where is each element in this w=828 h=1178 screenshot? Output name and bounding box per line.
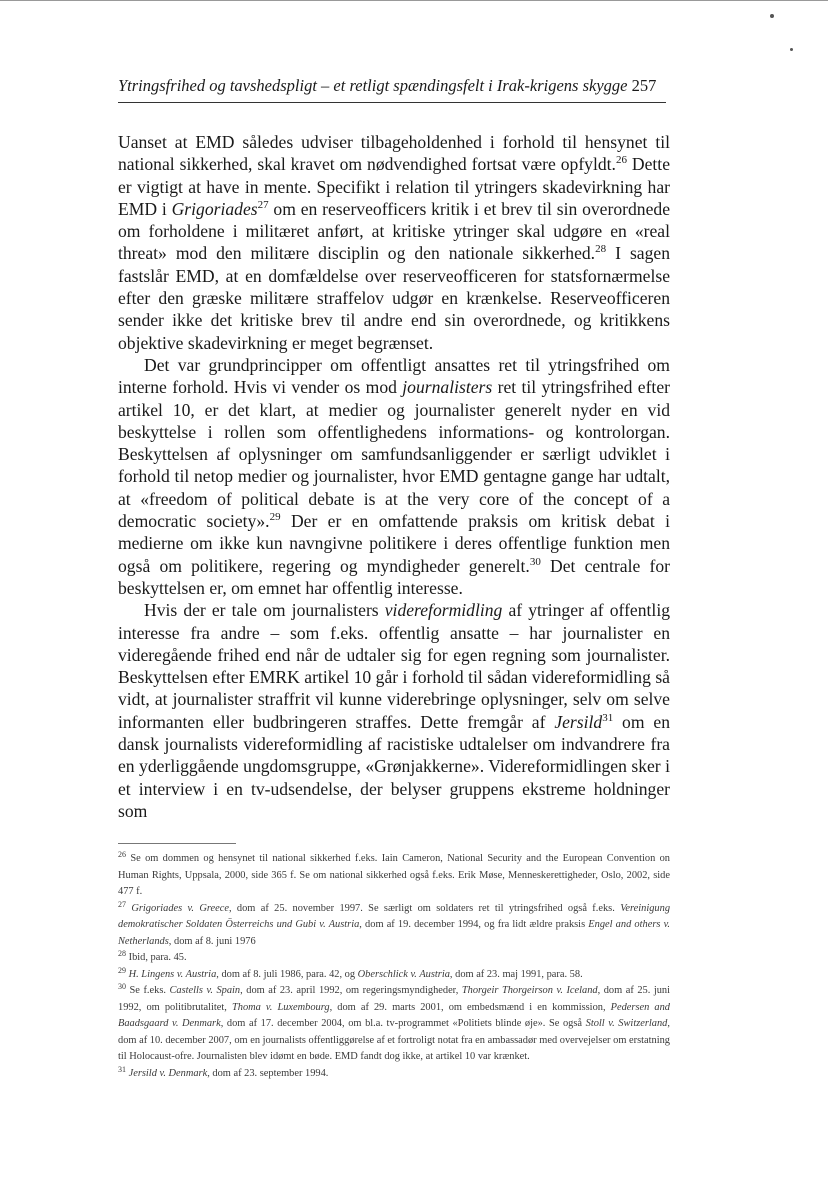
footnote-number: 27 [118,899,126,909]
footnotes [118,851,670,1082]
footnote-text: Se f.eks. [129,985,170,996]
footnote-number: 30 [118,982,126,991]
footnote-text: , dom af 25. juni 1992, om politibrutalitet, [118,985,671,1013]
case-name: Grigoriades [171,198,258,219]
text-run: I sagen fastslår EMD, at en domfældelse over reserveofficeren for statsfornærmelse efter den græske militære straffelov udgør en krænkelse. Reserveofficeren sender ikke det kritiske brev til andre end sin overordnede, og kritikkens objektive skadevirkning er meget begrænset. [118,243,671,353]
footnote-ref: 28 [595,243,607,256]
running-header [118,76,666,96]
emphasis: journalisters [402,377,493,398]
case-name: Grigoriades v. Greece [131,902,229,914]
emphasis: videreformidling [384,600,503,621]
text-run: Hvis der er tale om journalisters [144,600,385,621]
case-name: Engel and others v. Netherlands [118,919,671,947]
footnote-text: Ibid, para. 45. [128,952,187,963]
footnote-text: , dom af 8. juni 1976 [168,935,256,947]
case-name: Jersild [554,711,603,732]
case-name: Oberschlick v. Austria [357,968,450,980]
text-run: Det centrale for beskyttelsen er, om emnet har offentlig interesse. [118,555,670,598]
text-run: ret til ytringsfrihed efter artikel 10, er det klart, at medier og journalister generelt nyder en vid beskyttelse i rollen som offentlighedens informations- og kontrolorgan. Beskyttelsen af oplysninger om samfundsanliggender er særligt udviklet i forhold til netop medier og journalister, hvor EMD gentagne gange har udtalt, at «freedom of political debate is at the very core of the concept of a democratic society». [118,377,670,532]
page-number: 257 [631,76,657,95]
case-name: Vereinigung demokratischer Soldaten Österreichs und Gubi v. Austria [118,902,671,930]
footnote-number: 28 [118,949,126,958]
footnote-text: , dom af 23. maj 1991, para. 58. [449,968,583,980]
paragraph-3 [118,599,670,822]
footnote-30 [118,983,670,1066]
footnote-ref: 26 [615,154,627,167]
footnote-27 [118,901,670,951]
header-rule [118,102,666,103]
scan-edge [0,0,828,1]
case-name: Stoll v. Switzerland [585,1018,668,1029]
case-name: Thoma v. Luxembourg [231,1001,330,1013]
text-run: Dette er vigtigt at have in mente. Specifikt i relation til ytringers skadevirkning har EMD i [118,154,671,219]
footnote-26 [118,851,670,901]
footnote-text: , dom af 8. juli 1986, para. 42, og [216,968,358,980]
footnote-number: 29 [118,965,126,975]
text-run: Det var grundprincipper om offentligt ansattes ret til ytringsfrihed om interne forhold. Hvis vi vender os mod [118,354,670,398]
paragraph-1 [118,131,670,354]
body-text [118,131,670,822]
footnote-separator [118,843,236,844]
case-name: Jersild v. Denmark [128,1067,208,1079]
footnote-text: Se om dommen og hensynet til national sikkerhed f.eks. Iain Cameron, National Security and the European Convention on Human Rights, Uppsala, 2000, side 365 f. Se om national sikkerhed også f.eks. Erik Møse, Menneskerettigheder, Oslo, 2002, side 477 f. [118,853,670,897]
case-name: Pedersen and Baadsgaard v. Denmark [118,1001,670,1029]
footnote-text: , dom af 29. marts 2001, om embedsmænd i en kommission, [329,1001,611,1013]
text-run: om en reserveofficers kritik i et brev til sin overordnede om forholdene i militæret anført, at kritiske ytringer skal udgøre en «real threat» mod den militære disciplin og den nationale sikkerhed. [118,198,671,264]
footnote-text: , dom af 17. december 2004, om bl.a. tv-programmet «Politiets blinde øje». Se også [220,1018,586,1029]
footnote-ref: 27 [257,198,269,211]
footnote-28 [118,950,670,967]
text-run: af ytringer af offentlig interesse fra andre – som f.eks. offentlig ansatte – har journalister en videregående frihed end når de udtaler sig for egen regning som journalister. Beskyttelsen efter EMRK artikel 10 går i forhold til sådan videreformidling så vidt, at journalister straffrit vil kunne viderebringe oplysninger, selv om selve informanten eller budbringeren straffes. Dette fremgår af [118,600,671,732]
scan-speck [770,14,774,18]
text-run: Der er en omfattende praksis om kritisk debat i medierne om ikke kun navngivne politikere i deres offentlige funktion men også om politikere, regering og myndigheder generelt. [118,511,670,576]
footnote-text: , dom af 23. april 1992, om regeringsmyndigheder, [240,985,462,996]
case-name: Thorgeir Thorgeirson v. Iceland [461,985,598,996]
paragraph-2 [118,354,670,599]
footnote-ref: 29 [269,511,281,524]
footnote-number: 31 [118,1064,126,1074]
case-name: H. Lingens v. Austria [128,968,217,980]
footnote-ref: 31 [602,711,614,724]
footnote-ref: 30 [529,555,541,568]
text-run: om en dansk journalists videreformidling af racistiske udtalelser om indvandrere fra en yderliggående ungdomsgruppe, «Grønjakkerne». Videreformidlingen sker i et interview i en tv-udsendelse, der belyser gruppens ekstreme holdninger som [118,711,670,821]
case-name: Castells v. Spain [169,985,241,996]
running-title: Ytringsfrihed og tavshedspligt – et retligt spændingsfelt i Irak-krigens skygge [118,76,628,95]
footnote-number: 26 [118,850,126,859]
footnote-text: , dom af 10. december 2007, om en journalists offentliggørelse af et fortroligt notat fra en ambassadør med overvejelser om erstatning til Holocaust-ofre. Journalisten blev idømt en bøde. EMD fandt dog ikke, at artikel 10 var krænket. [118,1018,670,1062]
footnote-31 [118,1066,670,1083]
scan-speck [790,48,793,51]
footnote-text: , dom af 23. september 1994. [207,1067,329,1079]
footnote-29 [118,967,670,984]
text-run: Uanset at EMD således udviser tilbageholdenhed i forhold til hensynet til national sikkerhed, skal kravet om nødvendighed fortsat være opfyldt. [118,132,670,175]
footnote-text: , dom af 19. december 1994, og fra lidt ældre praksis [359,919,589,930]
footnote-text: , dom af 25. november 1997. Se særligt om soldaters ret til ytringsfrihed også f.eks. [228,902,621,914]
